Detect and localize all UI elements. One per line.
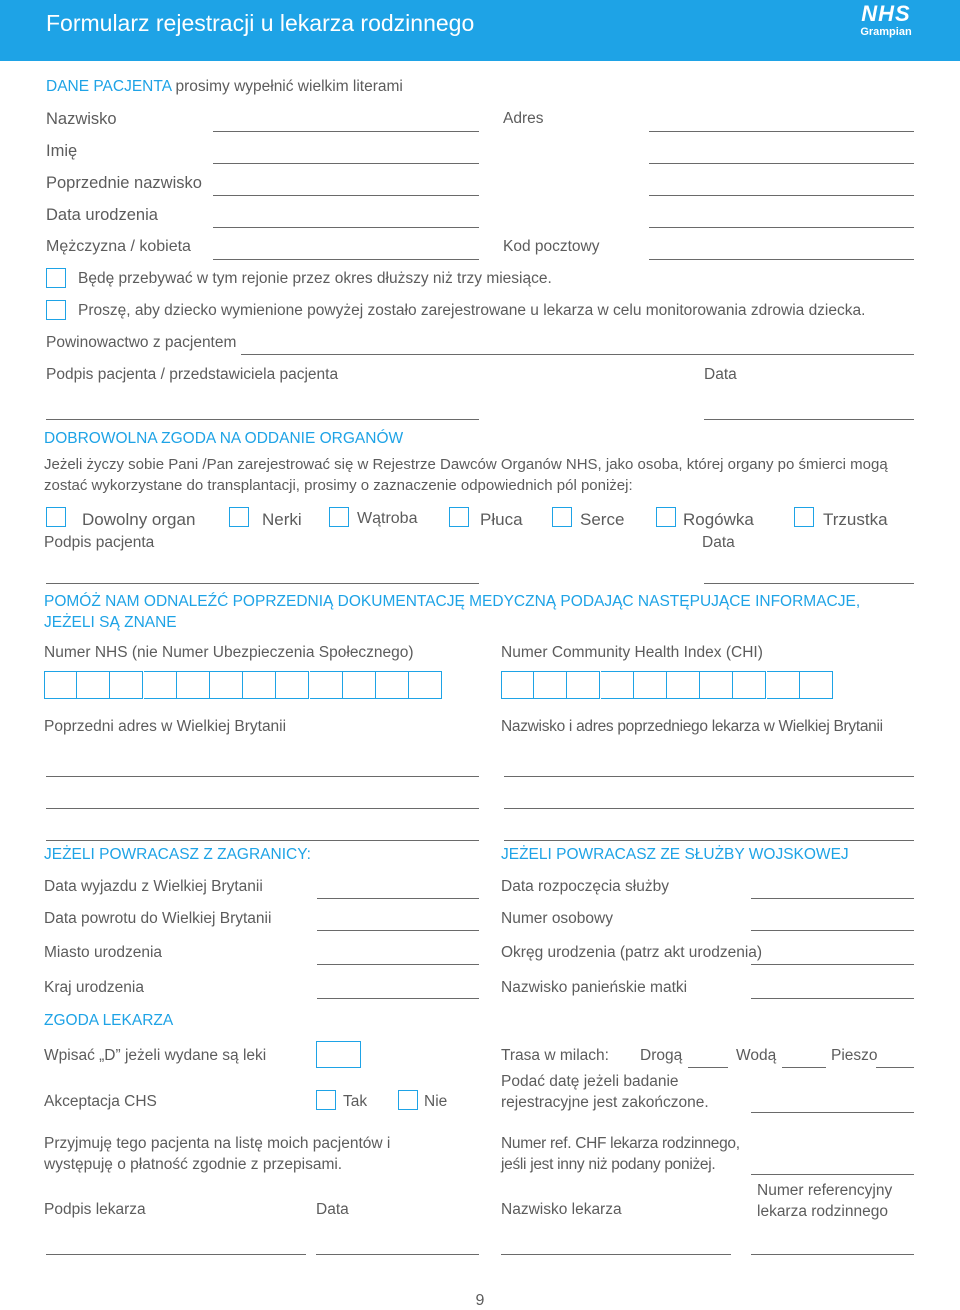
nhs-digit-box[interactable] bbox=[276, 671, 309, 699]
organ-lungs-label: Płuca bbox=[480, 510, 523, 529]
mother-maiden-label: Nazwisko panieńskie matki bbox=[501, 979, 688, 996]
stay-area-checkbox[interactable] bbox=[46, 268, 66, 288]
chf-ref-field[interactable] bbox=[751, 1174, 914, 1175]
dispensing-input-box[interactable] bbox=[316, 1041, 361, 1068]
doctor-signature-field[interactable] bbox=[46, 1254, 306, 1255]
organ-lungs-checkbox[interactable] bbox=[449, 507, 469, 527]
chs-no-label: Nie bbox=[424, 1093, 448, 1110]
nhs-digit-box[interactable] bbox=[310, 671, 343, 699]
patient-date-field[interactable] bbox=[704, 419, 914, 420]
birth-district-label: Okręg urodzenia (patrz akt urodzenia) bbox=[501, 944, 763, 961]
chf-ref-label: Numer ref. CHF lekarza rodzinnego, jeśli jest inny niż podany poniżej. bbox=[501, 1135, 740, 1173]
organ-heart-checkbox[interactable] bbox=[552, 507, 572, 527]
birth-district-field[interactable] bbox=[751, 964, 914, 965]
organ-corneas-label: Rogówka bbox=[683, 510, 754, 529]
organ-corneas-checkbox[interactable] bbox=[656, 507, 676, 527]
chs-yes-checkbox[interactable] bbox=[316, 1090, 336, 1110]
page-title: Formularz rejestracji u lekarza rodzinnego bbox=[46, 10, 475, 36]
nhs-digit-box[interactable] bbox=[177, 671, 210, 699]
doctor-signature-label: Podpis lekarza bbox=[44, 1201, 146, 1218]
chi-digit-box[interactable] bbox=[733, 671, 766, 699]
previous-surname-label: Poprzednie nazwisko bbox=[46, 174, 202, 192]
water-miles-field[interactable] bbox=[782, 1067, 826, 1068]
dispensing-label: Wpisać „D” jeżeli wydane są leki bbox=[44, 1047, 267, 1064]
chi-digit-box[interactable] bbox=[634, 671, 667, 699]
chi-digit-box[interactable] bbox=[767, 671, 800, 699]
left-uk-field[interactable] bbox=[317, 898, 479, 899]
prev-address-label: Poprzedni adres w Wielkiej Brytanii bbox=[44, 718, 287, 735]
organ-intro-text: Jeżeli życzy sobie Pani /Pan zarejestrować się w Rejestrze Dawców Organów NHS, jako osoba, której organy po śmierci mogą zostać wykorzystane do transplantacji, prosimy o zaznaczenie odpowiednich pól poniżej: bbox=[44, 456, 888, 494]
sex-field[interactable] bbox=[213, 259, 479, 260]
mother-maiden-field[interactable] bbox=[751, 998, 914, 999]
exam-date-label: Podać datę jeżeli badanie rejestracyjne jest zakończone. bbox=[501, 1073, 709, 1111]
patient-date-label: Data bbox=[704, 366, 737, 383]
chi-digit-box[interactable] bbox=[800, 671, 833, 699]
sex-label: Mężczyzna / kobieta bbox=[46, 238, 191, 255]
doctor-section-heading: ZGODA LEKARZA bbox=[44, 1012, 174, 1029]
birth-country-field[interactable] bbox=[317, 998, 479, 999]
prev-gp-field-3[interactable] bbox=[504, 840, 914, 841]
nhs-digit-box[interactable] bbox=[110, 671, 143, 699]
chi-digit-box[interactable] bbox=[667, 671, 700, 699]
nhs-digit-box[interactable] bbox=[409, 671, 442, 699]
prev-address-field-3[interactable] bbox=[46, 840, 479, 841]
patient-heading-text: DANE PACJENTA bbox=[46, 78, 172, 95]
gp-ref-field[interactable] bbox=[751, 1254, 914, 1255]
previous-surname-field[interactable] bbox=[213, 195, 479, 196]
nhs-digit-box[interactable] bbox=[144, 671, 177, 699]
foot-label: Pieszo bbox=[831, 1047, 878, 1064]
chi-digit-box[interactable] bbox=[501, 671, 534, 699]
gp-name-label: Nazwisko lekarza bbox=[501, 1201, 622, 1218]
patient-signature-label: Podpis pacjenta / przedstawiciela pacjenta bbox=[46, 366, 339, 383]
organ-kidneys-checkbox[interactable] bbox=[229, 507, 249, 527]
surname-field[interactable] bbox=[213, 131, 479, 132]
organ-signature-label: Podpis pacjenta bbox=[44, 534, 155, 551]
nhs-logo bbox=[858, 2, 914, 46]
nhs-digit-box[interactable] bbox=[210, 671, 243, 699]
organ-liver-label: Wątroba bbox=[357, 510, 418, 527]
chi-number-boxes[interactable] bbox=[501, 671, 833, 699]
chi-digit-box[interactable] bbox=[534, 671, 567, 699]
organ-any-checkbox[interactable] bbox=[46, 507, 66, 527]
chi-number-label: Numer Community Health Index (CHI) bbox=[501, 644, 763, 661]
organ-any-label: Dowolny organ bbox=[82, 510, 196, 529]
birth-country-label: Kraj urodzenia bbox=[44, 979, 144, 996]
organ-pancreas-checkbox[interactable] bbox=[794, 507, 814, 527]
water-label: Wodą bbox=[736, 1047, 777, 1064]
return-uk-label: Data powrotu do Wielkiej Brytanii bbox=[44, 910, 272, 927]
page-header bbox=[0, 0, 960, 61]
nhs-digit-box[interactable] bbox=[44, 671, 77, 699]
relationship-label: Powinowactwo z pacjentem bbox=[46, 334, 237, 351]
prev-address-field-1[interactable] bbox=[46, 776, 479, 777]
nhs-digit-box[interactable] bbox=[376, 671, 409, 699]
address-field-3[interactable] bbox=[649, 195, 914, 196]
address-field-4[interactable] bbox=[649, 227, 914, 228]
doctor-date-field[interactable] bbox=[316, 1254, 479, 1255]
chs-yes-label: Tak bbox=[343, 1093, 368, 1110]
nhs-digit-box[interactable] bbox=[343, 671, 376, 699]
road-label: Drogą bbox=[640, 1047, 683, 1064]
dob-label: Data urodzenia bbox=[46, 206, 158, 224]
chi-digit-box[interactable] bbox=[567, 671, 600, 699]
gp-name-field[interactable] bbox=[501, 1254, 731, 1255]
records-section-heading: POMÓŻ NAM ODNALEŹĆ POPRZEDNIĄ DOKUMENTACJĘ MEDYCZNĄ PODAJĄC NASTĘPUJĄCE INFORMACJE, JEŻELI SĄ ZNANE bbox=[44, 593, 861, 631]
address-field-1[interactable] bbox=[649, 131, 914, 132]
prev-gp-label: Nazwisko i adres poprzedniego lekarza w Wielkiej Brytanii bbox=[501, 718, 883, 735]
abroad-section-heading: JEŻELI POWRACASZ Z ZAGRANICY: bbox=[44, 846, 311, 863]
doctor-date-label: Data bbox=[316, 1201, 349, 1218]
organ-pancreas-label: Trzustka bbox=[823, 510, 888, 529]
first-name-label: Imię bbox=[46, 142, 78, 160]
nhs-number-label: Numer NHS (nie Numer Ubezpieczenia Społecznego) bbox=[44, 644, 414, 661]
address-field-2[interactable] bbox=[649, 163, 914, 164]
return-uk-field[interactable] bbox=[317, 930, 479, 931]
nhs-number-boxes[interactable] bbox=[44, 671, 442, 699]
dob-field[interactable] bbox=[213, 227, 479, 228]
stay-area-label: Będę przebywać w tym rejonie przez okres dłuższy niż trzy miesiące. bbox=[78, 270, 552, 287]
miles-label: Trasa w milach: bbox=[501, 1047, 609, 1064]
organ-date-field[interactable] bbox=[704, 583, 914, 584]
prev-gp-field-1[interactable] bbox=[504, 776, 914, 777]
organ-kidneys-label: Nerki bbox=[262, 510, 302, 529]
prev-gp-field-2[interactable] bbox=[504, 808, 914, 809]
organ-signature-field[interactable] bbox=[46, 583, 479, 584]
enlist-date-field[interactable] bbox=[751, 898, 914, 899]
patient-signature-field[interactable] bbox=[46, 419, 479, 420]
organ-date-label: Data bbox=[702, 534, 735, 551]
chs-no-checkbox[interactable] bbox=[398, 1090, 418, 1110]
child-monitoring-label: Proszę, aby dziecko wymienione powyżej zostało zarejestrowane u lekarza w celu monitorowania zdrowia dziecka. bbox=[78, 302, 866, 319]
organ-section-heading: DOBROWOLNA ZGODA NA ODDANIE ORGANÓW bbox=[44, 430, 404, 447]
foot-miles-field[interactable] bbox=[876, 1067, 914, 1068]
postcode-field[interactable] bbox=[649, 259, 914, 260]
surname-label: Nazwisko bbox=[46, 110, 117, 128]
logo-region-text: Grampian bbox=[860, 26, 912, 38]
military-section-heading: JEŻELI POWRACASZ ZE SŁUŻBY WOJSKOWEJ bbox=[501, 846, 849, 863]
address-label: Adres bbox=[503, 110, 544, 127]
nhs-digit-box[interactable] bbox=[243, 671, 276, 699]
organ-heart-label: Serce bbox=[580, 510, 625, 529]
relationship-field[interactable] bbox=[241, 354, 914, 355]
patient-heading-note: prosimy wypełnić wielkim literami bbox=[175, 78, 403, 95]
chi-digit-box[interactable] bbox=[700, 671, 733, 699]
accept-patient-text: Przyjmuję tego pacjenta na listę moich pacjentów i występuję o płatność zgodnie z przepisami. bbox=[44, 1135, 391, 1173]
chs-label: Akceptacja CHS bbox=[44, 1093, 157, 1110]
left-uk-label: Data wyjazdu z Wielkiej Brytanii bbox=[44, 878, 263, 895]
road-miles-field[interactable] bbox=[688, 1067, 728, 1068]
nhs-digit-box[interactable] bbox=[77, 671, 110, 699]
personal-number-field[interactable] bbox=[751, 930, 914, 931]
exam-date-field[interactable] bbox=[751, 1112, 914, 1113]
organ-liver-checkbox[interactable] bbox=[329, 507, 349, 527]
first-name-field[interactable] bbox=[213, 163, 479, 164]
gp-ref-label: Numer referencyjny lekarza rodzinnego bbox=[757, 1182, 893, 1220]
personal-number-label: Numer osobowy bbox=[501, 910, 613, 927]
page-number: 9 bbox=[475, 1292, 485, 1309]
birth-town-field[interactable] bbox=[317, 964, 479, 965]
child-monitoring-checkbox[interactable] bbox=[46, 300, 66, 320]
patient-section-heading bbox=[46, 78, 403, 96]
postcode-label: Kod pocztowy bbox=[503, 238, 600, 255]
prev-address-field-2[interactable] bbox=[46, 808, 479, 809]
birth-town-label: Miasto urodzenia bbox=[44, 944, 163, 961]
logo-nhs-text: NHS bbox=[861, 1, 911, 26]
enlist-date-label: Data rozpoczęcia służby bbox=[501, 878, 669, 895]
chi-digit-box[interactable] bbox=[601, 671, 634, 699]
